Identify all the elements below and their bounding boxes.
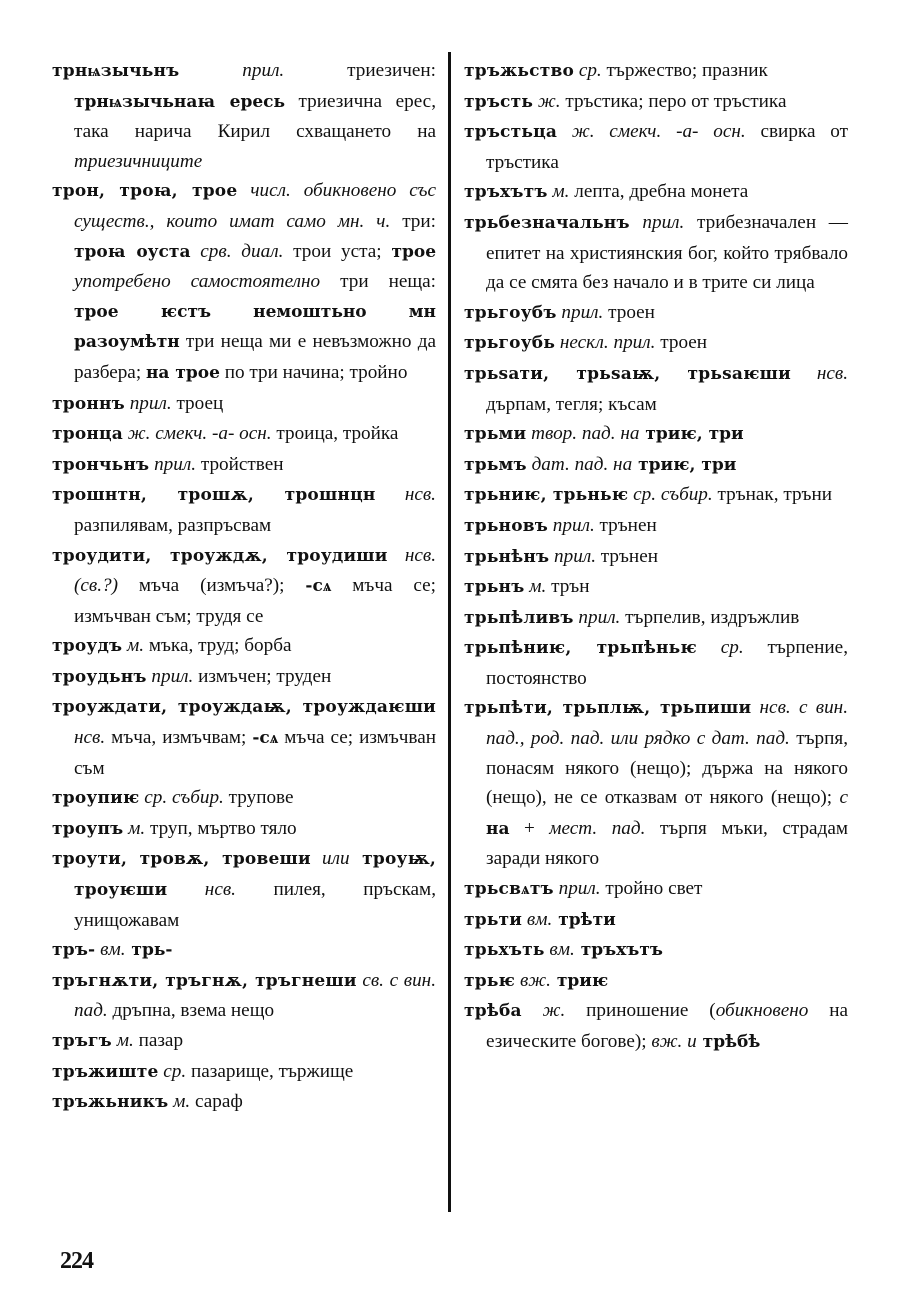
column-divider xyxy=(448,52,451,1212)
headword: тръхътъ xyxy=(464,182,548,203)
grammar-note: вж. и xyxy=(651,1031,697,1052)
dictionary-entry xyxy=(464,935,848,966)
grammar-note: прил. xyxy=(146,665,194,687)
grammar-note: употребено самостоятелно xyxy=(74,271,321,293)
old-slavonic-phrase: триѥ xyxy=(550,970,609,991)
dictionary-entry xyxy=(464,450,848,481)
definition: търпение, постоянство xyxy=(486,637,848,689)
dictionary-entry xyxy=(464,693,848,874)
definition: трънак, тръни xyxy=(712,484,833,506)
grammar-note: прил. xyxy=(553,878,601,900)
headword: троупъ xyxy=(52,818,124,839)
definition: триезична ерес, така нарича Кирил схващането на xyxy=(74,90,437,143)
dictionary-entry xyxy=(464,56,848,87)
headword: троудити, троуждѫ, троудиши xyxy=(52,545,388,566)
definition: пазарище, тържище xyxy=(186,1060,354,1082)
left-column xyxy=(52,56,436,1118)
old-slavonic-phrase: трнѩзычьнаꙗ ересь xyxy=(74,91,286,112)
grammar-note: нсв. xyxy=(375,484,436,506)
old-slavonic-phrase: -сѧ xyxy=(305,576,332,597)
dictionary-entry xyxy=(464,996,848,1057)
grammar-note: ср. събир. xyxy=(139,787,224,809)
dictionary-entry xyxy=(464,603,848,634)
definition: на езическите богове); xyxy=(486,1000,848,1052)
headword: трончьнъ xyxy=(52,454,150,475)
headword: тръсть xyxy=(464,91,534,112)
headword: трьбезначальнъ xyxy=(464,212,630,233)
definition: мъча се; измъчван съм xyxy=(74,727,436,779)
grammar-note: нсв. xyxy=(167,879,236,901)
definition: тръстика; перо от тръстика xyxy=(560,90,787,112)
dictionary-entry xyxy=(464,874,848,905)
grammar-note: ж. смекч. -а- осн. xyxy=(122,423,272,445)
grammar-note: м. xyxy=(524,576,547,598)
old-slavonic-phrase: троꙗ оуста xyxy=(74,241,191,262)
grammar-note: нсв. (св.?) xyxy=(74,544,436,597)
headword: трьниѥ, трьньѥ xyxy=(464,485,629,506)
headword: трьѕати, трьѕаѭ, трьѕаѥши xyxy=(464,363,791,384)
headword: трон, троꙗ, трое xyxy=(52,181,238,202)
definition: + xyxy=(509,817,550,839)
headword: трьхъть xyxy=(464,940,545,961)
definition: приношение ( xyxy=(565,1000,716,1022)
grammar-note: ср. xyxy=(574,60,602,81)
grammar-note: прил. xyxy=(549,545,596,567)
headword: трьпѣливъ xyxy=(464,607,574,628)
headword: тръжиште xyxy=(52,1061,159,1082)
headword: трьсвѧтъ xyxy=(464,879,554,900)
grammar-note: ср. xyxy=(158,1060,187,1082)
grammar-note: прил. xyxy=(556,301,604,323)
grammar-note: м. xyxy=(168,1091,191,1113)
definition: тройно свет xyxy=(600,878,703,900)
dictionary-entry xyxy=(464,905,848,936)
definition: разпилявам, разпръсвам xyxy=(74,514,272,536)
old-slavonic-phrase: трѣбѣ xyxy=(696,1032,761,1052)
old-slavonic-phrase: трое xyxy=(391,241,437,262)
definition: тържество; празник xyxy=(601,60,768,81)
grammar-note: прил. xyxy=(573,606,621,628)
definition: свирка от тръстика xyxy=(486,121,848,173)
headword: тронца xyxy=(52,424,123,445)
grammar-note: ж. xyxy=(533,90,561,112)
headword: тръгнѫти, тръгнѫ, тръгнеши xyxy=(52,970,357,991)
headword: троуѭ, троуѥши xyxy=(74,849,436,901)
definition: три: xyxy=(390,210,436,232)
headword: тръжьникъ xyxy=(52,1092,169,1113)
grammar-note: м. xyxy=(547,181,570,203)
headword: трьнѣнъ xyxy=(464,546,550,567)
definition: пазар xyxy=(133,1030,184,1051)
definition: троица, тройка xyxy=(271,423,399,445)
grammar-note: срв. диал. xyxy=(190,240,284,262)
grammar-note: нсв. xyxy=(790,362,848,384)
grammar-note: вм. xyxy=(544,939,575,961)
grammar-note: дат. пад. на xyxy=(526,453,633,475)
definition: три неща ми е невъзможно да разбера; xyxy=(74,331,436,383)
old-slavonic-phrase: трѣти xyxy=(552,909,616,930)
headword: трьмъ xyxy=(464,454,527,475)
grammar-note: вм. xyxy=(522,908,553,930)
definition: дърпам, тегля; късам xyxy=(486,393,657,415)
definition: дръпна, взема нещо xyxy=(107,1000,275,1022)
dictionary-entry xyxy=(464,419,848,450)
headword: тръжьство xyxy=(464,61,575,81)
dictionary-entry xyxy=(52,935,436,966)
dictionary-entry xyxy=(52,966,436,1026)
grammar-note: прил. xyxy=(548,514,595,536)
definition: сараф xyxy=(190,1091,243,1113)
definition: троец xyxy=(171,392,224,414)
definition: измъчен; труден xyxy=(193,665,332,687)
grammar-note: вм. xyxy=(95,939,126,961)
headword: трьпѣниѥ, трьпѣньѥ xyxy=(464,638,697,659)
grammar-note: ж. xyxy=(521,1000,566,1022)
old-slavonic-phrase: тръхътъ xyxy=(574,940,663,961)
dictionary-entry xyxy=(464,480,848,511)
dictionary-entry xyxy=(52,56,436,176)
dictionary-entry xyxy=(464,87,848,118)
definition: трибезначален — епитет на християнския бог, който трябвало да се смята без начало и в трите си лица xyxy=(486,211,848,294)
definition: троен xyxy=(655,332,708,354)
headword: трьнъ xyxy=(464,577,525,598)
headword: трьгоубь xyxy=(464,333,556,354)
grammar-note: св. с вин. пад. xyxy=(74,969,436,1022)
dictionary-entry xyxy=(464,572,848,603)
dictionary-entry xyxy=(52,783,436,814)
headword: трьѥ xyxy=(464,970,516,991)
grammar-note: с xyxy=(839,787,848,809)
grammar-note: м. xyxy=(111,1030,134,1051)
headword: тръстьца xyxy=(464,122,558,143)
headword: тръгъ xyxy=(52,1031,112,1051)
dictionary-entry xyxy=(464,298,848,329)
dictionary-entry xyxy=(464,208,848,298)
headword: трьти xyxy=(464,909,523,930)
dictionary-entry xyxy=(52,662,436,693)
grammar-note: м. xyxy=(123,817,146,839)
definition: по три начина; тройно xyxy=(219,361,408,383)
page-number: 224 xyxy=(60,1248,93,1274)
headword: троупиѥ xyxy=(52,788,140,809)
definition: трупове xyxy=(223,787,294,809)
dictionary-entry xyxy=(464,328,848,359)
definition: тройствен xyxy=(196,453,284,475)
old-slavonic-phrase: триѥ, три xyxy=(639,424,744,445)
dictionary-entry xyxy=(52,480,436,540)
headword: трьновъ xyxy=(464,515,548,536)
definition: търпелив, издръжлив xyxy=(620,606,800,628)
dictionary-entry xyxy=(464,177,848,208)
headword: троннъ xyxy=(52,393,125,414)
dictionary-entry xyxy=(464,542,848,573)
definition: търпя, понасям някого (нещо); държа на някого (нещо), не се отказвам от някого (нещо); xyxy=(486,728,848,809)
dictionary-entry xyxy=(52,1057,436,1088)
dictionary-entry xyxy=(464,359,848,419)
definition: троен xyxy=(603,301,655,323)
definition: трънен xyxy=(596,545,658,567)
grammar-note: твор. пад. на xyxy=(526,423,640,445)
dictionary-entry xyxy=(52,814,436,845)
grammar-note: ж. смекч. -а- осн. xyxy=(557,121,746,143)
dictionary-entry xyxy=(52,1026,436,1057)
headword: троуждати, троуждаѭ, троуждаѥши xyxy=(52,697,436,718)
definition: три неща: xyxy=(320,271,436,293)
headword: троудьнъ xyxy=(52,666,147,687)
grammar-note: мест. пад. xyxy=(549,817,646,839)
dictionary-entry xyxy=(464,511,848,542)
dictionary-entry xyxy=(52,389,436,420)
grammar-note: числ. обикновено със существ., които имат само мн. ч. xyxy=(74,180,437,232)
dictionary-entry xyxy=(464,633,848,693)
grammar-note: триезичниците xyxy=(74,150,203,172)
old-slavonic-phrase: на xyxy=(486,818,510,839)
grammar-note: прил. xyxy=(629,211,685,233)
grammar-note: ср. събир. xyxy=(628,484,713,506)
dictionary-entry xyxy=(52,450,436,481)
grammar-note: или xyxy=(310,848,350,870)
grammar-note: прил. xyxy=(179,60,285,81)
grammar-note: прил. xyxy=(124,392,172,414)
headword: трѣба xyxy=(464,1001,522,1022)
headword: трнѩзычьнъ xyxy=(52,61,180,81)
old-slavonic-phrase: трь- xyxy=(125,940,173,961)
definition: пилея, пръскам, унищожавам xyxy=(74,879,436,931)
grammar-note: м. xyxy=(122,635,145,657)
definition: лепта, дребна монета xyxy=(569,181,749,203)
grammar-note: обикновено xyxy=(715,1000,809,1022)
definition: търпя мъки, страдам заради някого xyxy=(486,817,848,870)
definition: мъча, измъчвам; xyxy=(105,727,253,749)
dictionary-entry xyxy=(464,966,848,997)
headword: троудъ xyxy=(52,636,123,657)
definition: мъча (измъча?); xyxy=(118,575,306,597)
definition: трои уста; xyxy=(283,240,392,262)
dictionary-entry xyxy=(464,117,848,177)
headword: трьми xyxy=(464,424,527,445)
dictionary-entry xyxy=(52,1087,436,1118)
dictionary-entry xyxy=(52,541,436,632)
dictionary-entry xyxy=(52,419,436,450)
old-slavonic-phrase: на трое xyxy=(145,362,220,383)
grammar-note: прил. xyxy=(149,453,197,475)
definition: трън xyxy=(546,576,590,598)
dictionary-entry xyxy=(52,692,436,783)
old-slavonic-phrase: трое ѥстъ немоштьно мн разоумѣтн xyxy=(74,301,436,353)
headword: трошнтн, трошѫ, трошнцн xyxy=(52,485,376,506)
headword: троути, тровѫ, тровеши xyxy=(52,849,311,870)
definition: трънен xyxy=(594,514,657,536)
headword: трьгоубъ xyxy=(464,302,557,323)
right-column xyxy=(464,56,848,1058)
definition: мъка, труд; борба xyxy=(144,635,292,657)
grammar-note: нескл. прил. xyxy=(555,332,656,354)
old-slavonic-phrase: -сѧ xyxy=(252,728,279,749)
grammar-note: ср. xyxy=(696,637,744,659)
grammar-note: вж. xyxy=(515,969,551,991)
dictionary-entry xyxy=(52,844,436,935)
headword: тръ- xyxy=(52,940,96,961)
definition: триезичен: xyxy=(284,60,436,81)
dictionary-entry xyxy=(52,631,436,662)
definition: труп, мъртво тяло xyxy=(145,817,297,839)
headword: трьпѣти, трьплѭ, трьпиши xyxy=(464,698,752,719)
dictionary-entry xyxy=(52,176,436,388)
grammar-note: нсв. xyxy=(74,727,106,749)
definition: мъча се; измъчван съм; трудя се xyxy=(74,575,436,627)
old-slavonic-phrase: триѥ, три xyxy=(632,454,737,475)
grammar-note: нсв. с вин. пад., род. пад. или рядко с дат. пад. xyxy=(486,697,848,750)
